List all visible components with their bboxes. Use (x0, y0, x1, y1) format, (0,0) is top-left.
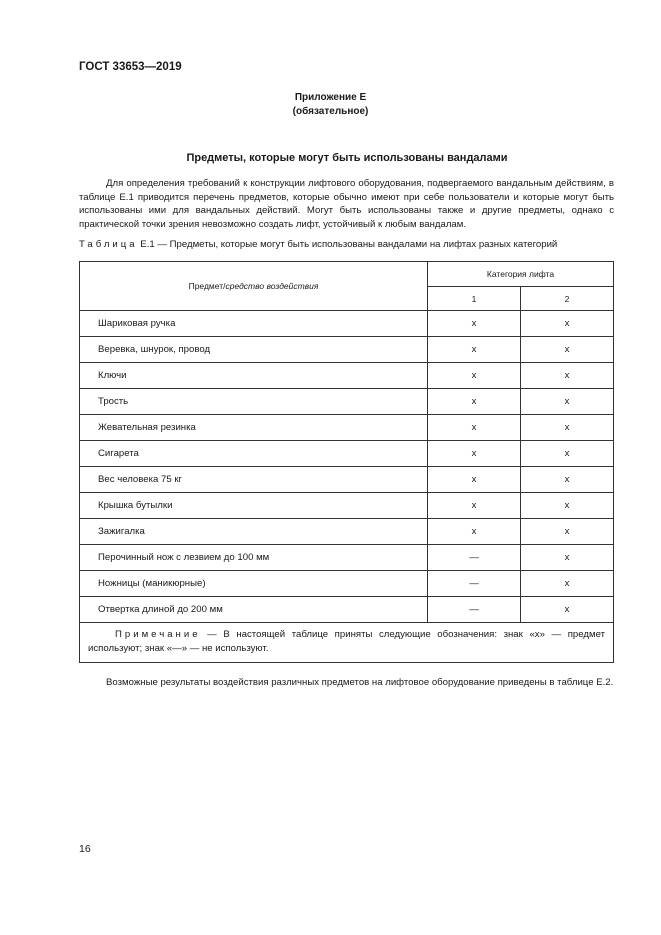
appendix-status: (обязательное) (292, 106, 369, 117)
cat2-value: x (521, 337, 614, 363)
item-name: Трость (80, 389, 428, 415)
cat1-value: x (428, 441, 521, 467)
cat2-value: x (521, 571, 614, 597)
table-row (80, 545, 614, 571)
closing-paragraph: Возможные результаты воздействия различных предметов на лифтовое оборудование приведены в таблице Е.2. (106, 677, 614, 688)
table-row (80, 311, 614, 337)
item-name: Ножницы (маникюрные) (80, 571, 428, 597)
cat2-value: x (521, 441, 614, 467)
item-name: Отвертка длиной до 200 мм (80, 597, 428, 623)
header-category-2: 2 (521, 287, 614, 311)
table-row (80, 441, 614, 467)
cat2-value: x (521, 519, 614, 545)
cat1-value: x (428, 389, 521, 415)
table-row (80, 493, 614, 519)
items-table (79, 261, 614, 663)
header-subject-part2: средство воздействия (225, 281, 319, 291)
item-name: Перочинный нож с лезвием до 100 мм (80, 545, 428, 571)
cat2-value: x (521, 545, 614, 571)
table-row (80, 597, 614, 623)
cat2-value: x (521, 467, 614, 493)
cat1-value: — (428, 597, 521, 623)
table-note-row (80, 623, 614, 663)
table-caption-prefix: Таблица (79, 239, 138, 250)
table-row (80, 363, 614, 389)
table-row (80, 519, 614, 545)
cat1-value: x (428, 337, 521, 363)
table-row (80, 337, 614, 363)
table-caption (79, 239, 557, 250)
standard-number: ГОСТ 33653—2019 (79, 61, 182, 73)
note-text: — В настоящей таблице приняты следующие обозначения: знак «x» — предмет используют; знак «—» — не используют. (88, 629, 605, 654)
cat1-value: x (428, 519, 521, 545)
item-name: Веревка, шнурок, провод (80, 337, 428, 363)
intro-paragraph: Для определения требований к конструкции лифтового оборудования, подвергаемого вандальным действиям, в таблице Е.1 приводится перечень предметов, которые обычно имеют при себе пользователи и которые могут быть использованы ими для вандальных действий. Могут быть использованы также и другие предметы, однако с практической точки зрения невозможно создать лифт, устойчивый к любым вандалам. (79, 178, 614, 230)
item-name: Ключи (80, 363, 428, 389)
table-row (80, 389, 614, 415)
table-row (80, 571, 614, 597)
table-note (80, 623, 614, 663)
cat1-value: x (428, 493, 521, 519)
table-row (80, 467, 614, 493)
table-caption-text: Е.1 — Предметы, которые могут быть использованы вандалами на лифтах разных категорий (140, 239, 558, 250)
header-category-1: 1 (428, 287, 521, 311)
cat2-value: x (521, 311, 614, 337)
appendix-title: Приложение Е (294, 92, 367, 103)
section-title: Предметы, которые могут быть использованы вандалами (186, 152, 508, 164)
cat1-value: — (428, 545, 521, 571)
appendix-heading (0, 91, 661, 119)
cat2-value: x (521, 389, 614, 415)
note-label: Примечание (115, 629, 201, 640)
cat1-value: x (428, 467, 521, 493)
header-subject-part1: Предмет/ (188, 281, 226, 291)
item-name: Крышка бутылки (80, 493, 428, 519)
cat2-value: x (521, 415, 614, 441)
cat2-value: x (521, 363, 614, 389)
page-number: 16 (79, 843, 91, 855)
cat1-value: x (428, 311, 521, 337)
cat2-value: x (521, 597, 614, 623)
item-name: Шариковая ручка (80, 311, 428, 337)
item-name: Зажигалка (80, 519, 428, 545)
header-subject (80, 262, 428, 311)
cat1-value: x (428, 363, 521, 389)
item-name: Сигарета (80, 441, 428, 467)
table-row (80, 415, 614, 441)
header-category: Категория лифта (428, 262, 614, 287)
cat1-value: x (428, 415, 521, 441)
cat1-value: — (428, 571, 521, 597)
item-name: Вес человека 75 кг (80, 467, 428, 493)
item-name: Жевательная резинка (80, 415, 428, 441)
cat2-value: x (521, 493, 614, 519)
